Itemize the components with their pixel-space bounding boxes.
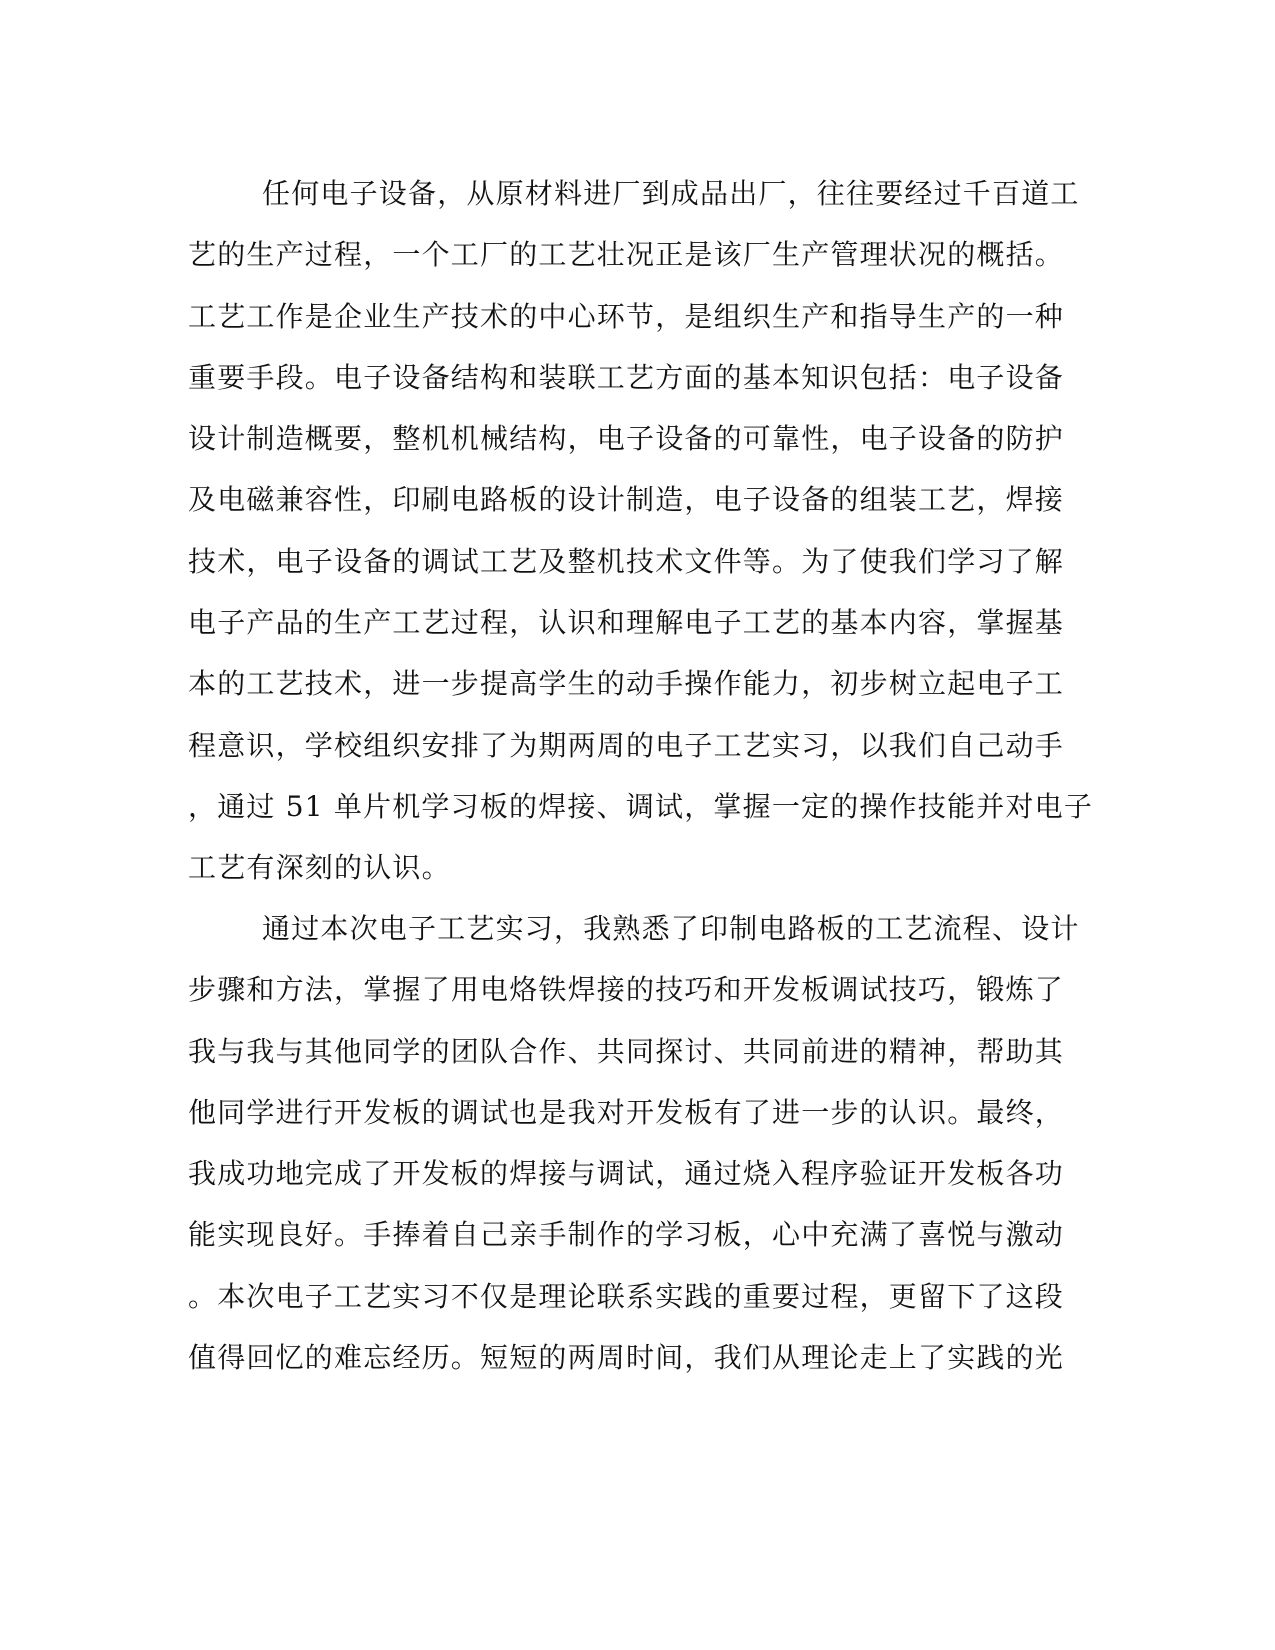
text-line: 设计制造概要，整机机械结构，电子设备的可靠性，电子设备的防护 (188, 422, 1065, 456)
text-line: 任何电子设备，从原材料进厂到成品出厂，往往要经过千百道工 (262, 177, 1080, 210)
text-line: 及电磁兼容性，印刷电路板的设计制造，电子设备的组装工艺，焊接 (188, 483, 1065, 517)
text-line: 工艺有深刻的认识。 (188, 851, 451, 885)
text-line: 艺的生产过程，一个工厂的工艺壮况正是该厂生产管理状况的概括。 (188, 238, 1065, 272)
text-line: 工艺工作是企业生产技术的中心环节，是组织生产和指导生产的一种 (188, 299, 1065, 333)
text-line: 本的工艺技术，进一步提高学生的动手操作能力，初步树立起电子工 (188, 667, 1065, 701)
text-line: 值得回忆的难忘经历。短短的两周时间，我们从理论走上了实践的光 (188, 1341, 1065, 1375)
paragraph-1 (188, 163, 1094, 899)
text-line: 他同学进行开发板的调试也是我对开发板有了进一步的认识。最终， (188, 1095, 1065, 1129)
text-line: ，通过 51 单片机学习板的焊接、调试，掌握一定的操作技能并对电子 (188, 789, 1094, 823)
text-line: 程意识，学校组织安排了为期两周的电子工艺实习，以我们自己动手 (188, 728, 1065, 762)
text-line: 我成功地完成了开发板的焊接与调试，通过烧入程序验证开发板各功 (188, 1157, 1065, 1191)
text-line: 能实现良好。手捧着自己亲手制作的学习板，心中充满了喜悦与激动 (188, 1218, 1065, 1252)
text-line: 步骤和方法，掌握了用电烙铁焊接的技巧和开发板调试技巧，锻炼了 (188, 973, 1065, 1007)
text-line: 重要手段。电子设备结构和装联工艺方面的基本知识包括：电子设备 (188, 360, 1065, 394)
text-line: 电子产品的生产工艺过程，认识和理解电子工艺的基本内容，掌握基 (188, 606, 1065, 640)
paragraph-2 (188, 898, 1088, 1388)
text-line: 通过本次电子工艺实习，我熟悉了印制电路板的工艺流程、设计 (262, 912, 1080, 945)
text-line: 。本次电子工艺实习不仅是理论联系实践的重要过程，更留下了这段 (188, 1279, 1065, 1313)
text-line: 我与我与其他同学的团队合作、共同探讨、共同前进的精神，帮助其 (188, 1034, 1065, 1068)
text-line: 技术，电子设备的调试工艺及整机技术文件等。为了使我们学习了解 (188, 544, 1065, 578)
